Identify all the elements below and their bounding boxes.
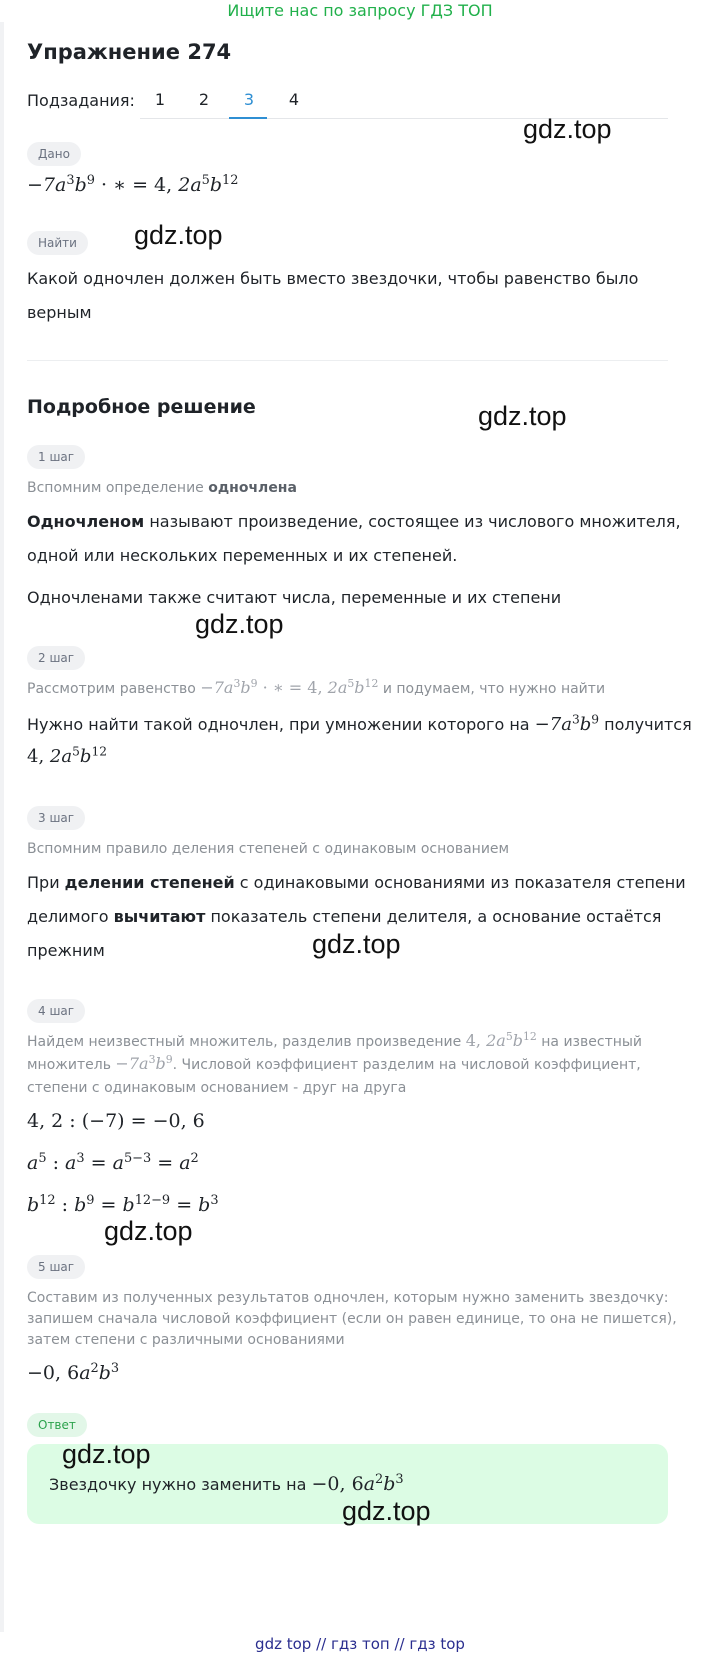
tab-subtask-2[interactable]: 2 — [198, 90, 210, 109]
step4-b-division: $b^{12}$ : $b^9 = b^{12-9} = b^3$ — [27, 1192, 219, 1216]
section-divider — [27, 360, 668, 361]
tab-subtask-3[interactable]: 3 — [243, 90, 255, 109]
step1-chip: 1 шаг — [27, 445, 85, 469]
step5-result: −0, $6a^2b^3$ — [27, 1360, 120, 1384]
subtasks-label: Подзадания: — [27, 91, 135, 110]
left-rail — [0, 22, 4, 1632]
watermark: gdz.top — [104, 1216, 193, 1246]
step3-rule-line1: При делении степеней с одинаковыми основаниями из показателя степени — [27, 873, 686, 892]
footer-link-gdz-top-ru[interactable]: гдз топ — [330, 1635, 390, 1653]
step4-hint-line3: степени с одинаковым основанием - друг на друга — [27, 1080, 407, 1096]
step3-rule-line2: делимого вычитают показатель степени делителя, а основание остаётся — [27, 907, 662, 926]
step2-text: Нужно найти такой одночлен, при умножении которого на $-7a^3b^9$ получится — [27, 712, 692, 735]
watermark: gdz.top — [62, 1439, 151, 1469]
footer-separator: // — [316, 1635, 327, 1653]
footer-separator: // — [394, 1635, 405, 1653]
answer-chip: Ответ — [27, 1413, 87, 1437]
answer-text: Звездочку нужно заменить на −0, $6a^2b^3$ — [49, 1471, 404, 1495]
find-text-line2: верным — [27, 303, 92, 322]
step1-definition-line2: одной или нескольких переменных и их степеней. — [27, 546, 458, 565]
find-text-line1: Какой одночлен должен быть вместо звездочки, чтобы равенство было — [27, 269, 639, 288]
step4-chip: 4 шаг — [27, 999, 85, 1023]
step2-hint-equation: $-7a^3b^9$ · ∗ = 4, $2a^5b^{12}$ — [200, 677, 379, 697]
tab-subtask-4[interactable]: 4 — [288, 90, 300, 109]
step5-chip: 5 шаг — [27, 1255, 85, 1279]
step3-chip: 3 шаг — [27, 806, 85, 830]
footer-links — [0, 1634, 720, 1654]
step1-extra: Одночленами также считают числа, переменные и их степени — [27, 588, 562, 607]
step3-rule-line3: прежним — [27, 941, 105, 960]
watermark: gdz.top — [134, 220, 223, 250]
tab-subtask-1[interactable]: 1 — [154, 90, 166, 109]
given-chip: Дано — [27, 142, 81, 166]
step5-hint-line1: Составим из полученных результатов одночлен, которым нужно заменить звездочку: — [27, 1290, 669, 1306]
step4-hint-line2: множитель $-7a^3b^9$. Числовой коэффициент разделим на числовой коэффициент, — [27, 1053, 641, 1073]
page-title: Упражнение 274 — [27, 40, 232, 64]
step2-target-monomial: 4, $2a^5b^{12}$ — [27, 744, 108, 767]
step5-hint-line3: затем степени с различными основаниями — [27, 1332, 345, 1348]
top-banner: Ищите нас по запросу ГДЗ ТОП — [227, 1, 493, 20]
step2-hint: Рассмотрим равенство $-7a^3b^9$ · ∗ = 4, $2a^5b^{12}$ и подумаем, что нужно найти — [27, 677, 606, 697]
step1-definition-line1: Одночленом называют произведение, состоящее из числового множителя, — [27, 512, 681, 531]
step3-hint: Вспомним правило деления степеней с одинаковым основанием — [27, 841, 510, 857]
watermark: gdz.top — [312, 929, 401, 959]
watermark: gdz.top — [523, 114, 612, 144]
watermark: gdz.top — [342, 1496, 431, 1526]
watermark: gdz.top — [195, 609, 284, 639]
footer-link-gdz-top-mixed[interactable]: гдз top — [409, 1635, 465, 1653]
solution-title: Подробное решение — [27, 396, 256, 418]
footer-link-gdz-top[interactable]: gdz top — [255, 1635, 312, 1653]
given-equation: $-7a^3b^9$ · ∗ = 4, $2a^5b^{12}$ — [27, 172, 239, 196]
step4-coefficient-division: 4, 2 : (−7) = −0, 6 — [27, 1110, 205, 1132]
step5-hint-line2: запишем сначала числовой коэффициент (если он равен единице, то она не пишется), — [27, 1311, 677, 1327]
step4-hint-line1: Найдем неизвестный множитель, разделив произведение 4, $2a^5b^{12}$ на известный — [27, 1030, 643, 1050]
active-tab-indicator — [229, 117, 267, 119]
watermark: gdz.top — [478, 401, 567, 431]
step2-chip: 2 шаг — [27, 646, 85, 670]
find-chip: Найти — [27, 231, 88, 255]
step1-hint: Вспомним определение одночлена — [27, 480, 297, 496]
step4-a-division: $a^5$ : $a^3 = a^{5-3} = a^2$ — [27, 1150, 199, 1174]
